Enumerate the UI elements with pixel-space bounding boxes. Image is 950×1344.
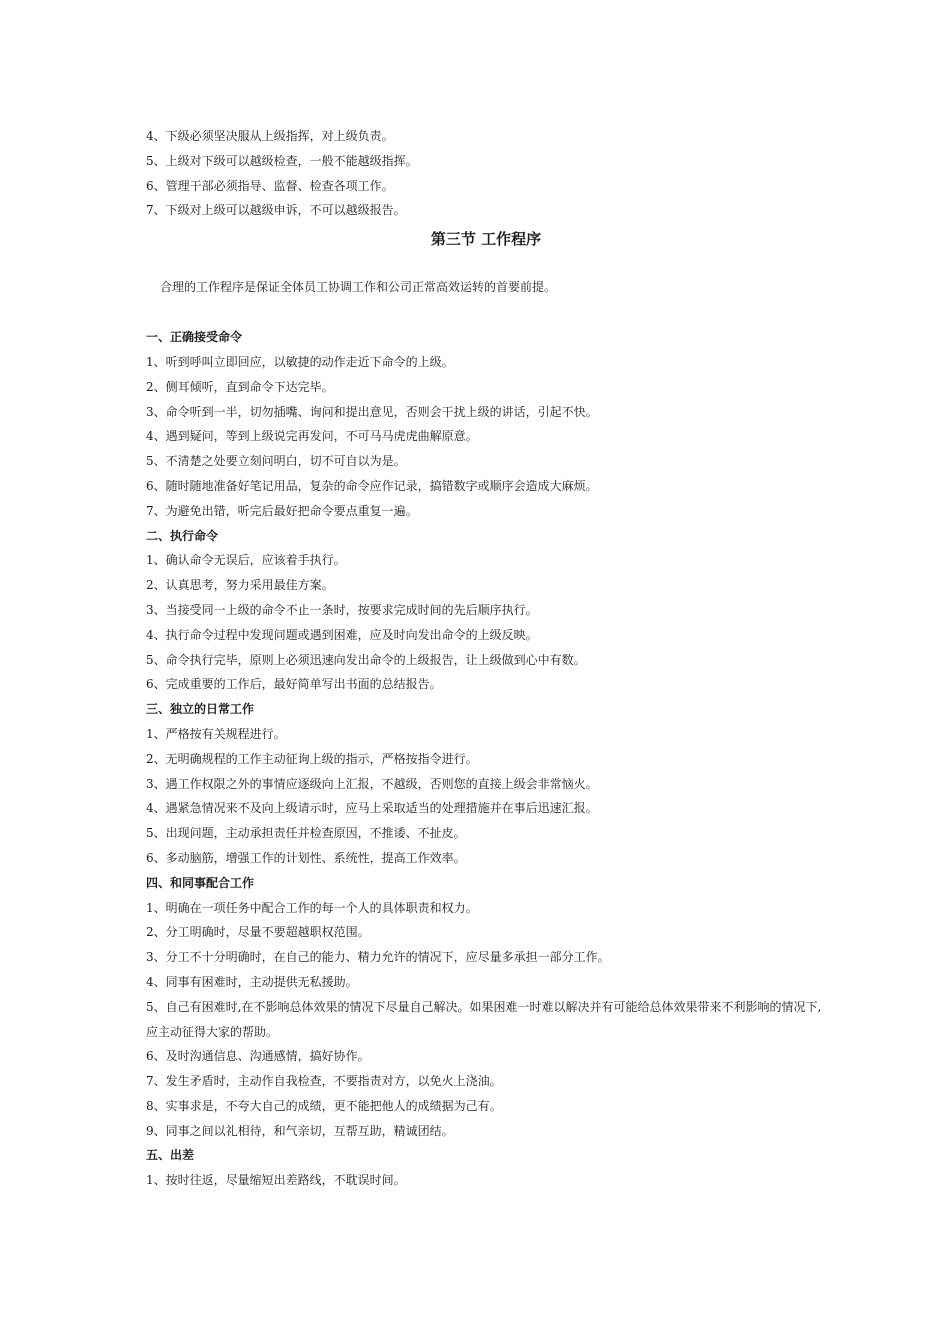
list-item: 6、管理干部必须指导、监督、检查各项工作。 [146, 178, 394, 193]
section-heading: 四、和同事配合工作 [146, 875, 255, 890]
list-item: 2、侧耳倾听，直到命令下达完毕。 [146, 379, 334, 394]
list-item: 2、认真思考，努力采用最佳方案。 [146, 578, 334, 593]
list-item: 5、不清楚之处要立刻问明白，切不可自以为是。 [146, 454, 406, 469]
section-title: 第三节 工作程序 [430, 230, 542, 249]
list-item: 9、同事之间以礼相待，和气亲切，互帮互助，精诚团结。 [146, 1123, 454, 1138]
list-item: 1、确认命令无误后，应该着手执行。 [146, 553, 346, 568]
section-heading: 二、执行命令 [146, 528, 219, 543]
list-item: 2、无明确规程的工作主动征询上级的指示，严格按指令进行。 [146, 751, 478, 766]
list-item: 1、按时往返，尽量缩短出差路线，不耽误时间。 [146, 1173, 406, 1188]
section-heading: 三、独立的日常工作 [146, 702, 255, 717]
list-item: 6、随时随地准备好笔记用品，复杂的命令应作记录，搞错数字或顺序会造成大麻烦。 [146, 478, 598, 493]
list-item: 5、上级对下级可以越级检查，一般不能越级指挥。 [146, 153, 418, 168]
section-heading: 一、正确接受命令 [146, 330, 243, 345]
section-heading: 五、出差 [146, 1148, 195, 1163]
list-item: 5、自己有困难时,在不影响总体效果的情况下尽量自己解决。如果困难一时难以解决并有可能给总体效果带来不利影响的情况下,应主动征得大家的帮助。 [146, 999, 822, 1039]
list-item: 1、严格按有关规程进行。 [146, 726, 286, 741]
list-item: 5、命令执行完毕，原则上必须迅速向发出命令的上级报告，让上级做到心中有数。 [146, 652, 586, 667]
list-item: 5、出现问题，主动承担责任并检查原因，不推诿、不扯皮。 [146, 826, 466, 841]
document-page [146, 124, 826, 1193]
list-item: 6、多动脑筋，增强工作的计划性、系统性，提高工作效率。 [146, 850, 466, 865]
list-item: 4、下级必须坚决服从上级指挥，对上级负责。 [146, 129, 394, 143]
list-item: 4、遇紧急情况来不及向上级请示时，应马上采取适当的处理措施并在事后迅速汇报。 [146, 801, 598, 816]
list-item: 6、完成重要的工作后，最好简单写出书面的总结报告。 [146, 677, 442, 692]
list-item: 7、下级对上级可以越级申诉，不可以越级报告。 [146, 203, 406, 218]
list-item: 6、及时沟通信息、沟通感情，搞好协作。 [146, 1049, 370, 1064]
spacer [146, 299, 826, 325]
list-item: 3、遇工作权限之外的事情应逐级向上汇报，不越级，否则您的直接上级会非常恼火。 [146, 776, 598, 791]
list-item: 4、执行命令过程中发现问题或遇到困难，应及时向发出命令的上级反映。 [146, 627, 538, 642]
list-item: 1、听到呼叫立即回应，以敏捷的动作走近下命令的上级。 [146, 354, 454, 369]
list-item: 2、分工明确时，尽量不要超越职权范围。 [146, 925, 370, 940]
list-item: 3、命令听到一半，切勿插嘴、询问和提出意见，否则会干扰上级的讲话，引起不快。 [146, 404, 598, 419]
list-item: 4、同事有困难时，主动提供无私援助。 [146, 974, 358, 989]
list-item: 3、当接受同一上级的命令不止一条时，按要求完成时间的先后顺序执行。 [146, 602, 538, 617]
list-item: 3、分工不十分明确时，在自己的能力、精力允许的情况下，应尽量多承担一部分工作。 [146, 950, 610, 965]
list-item: 1、明确在一项任务中配合工作的每一个人的具体职责和权力。 [146, 900, 478, 915]
list-item: 7、发生矛盾时，主动作自我检查，不要指责对方，以免火上浇油。 [146, 1074, 502, 1089]
list-item: 4、遇到疑问，等到上级说完再发问，不可马马虎虎曲解原意。 [146, 429, 478, 444]
intro-paragraph: 合理的工作程序是保证全体员工协调工作和公司正常高效运转的首要前提。 [160, 280, 557, 295]
list-item: 8、实事求是，不夸大自己的成绩，更不能把他人的成绩据为己有。 [146, 1098, 502, 1113]
list-item: 7、为避免出错，听完后最好把命令要点重复一遍。 [146, 503, 418, 518]
